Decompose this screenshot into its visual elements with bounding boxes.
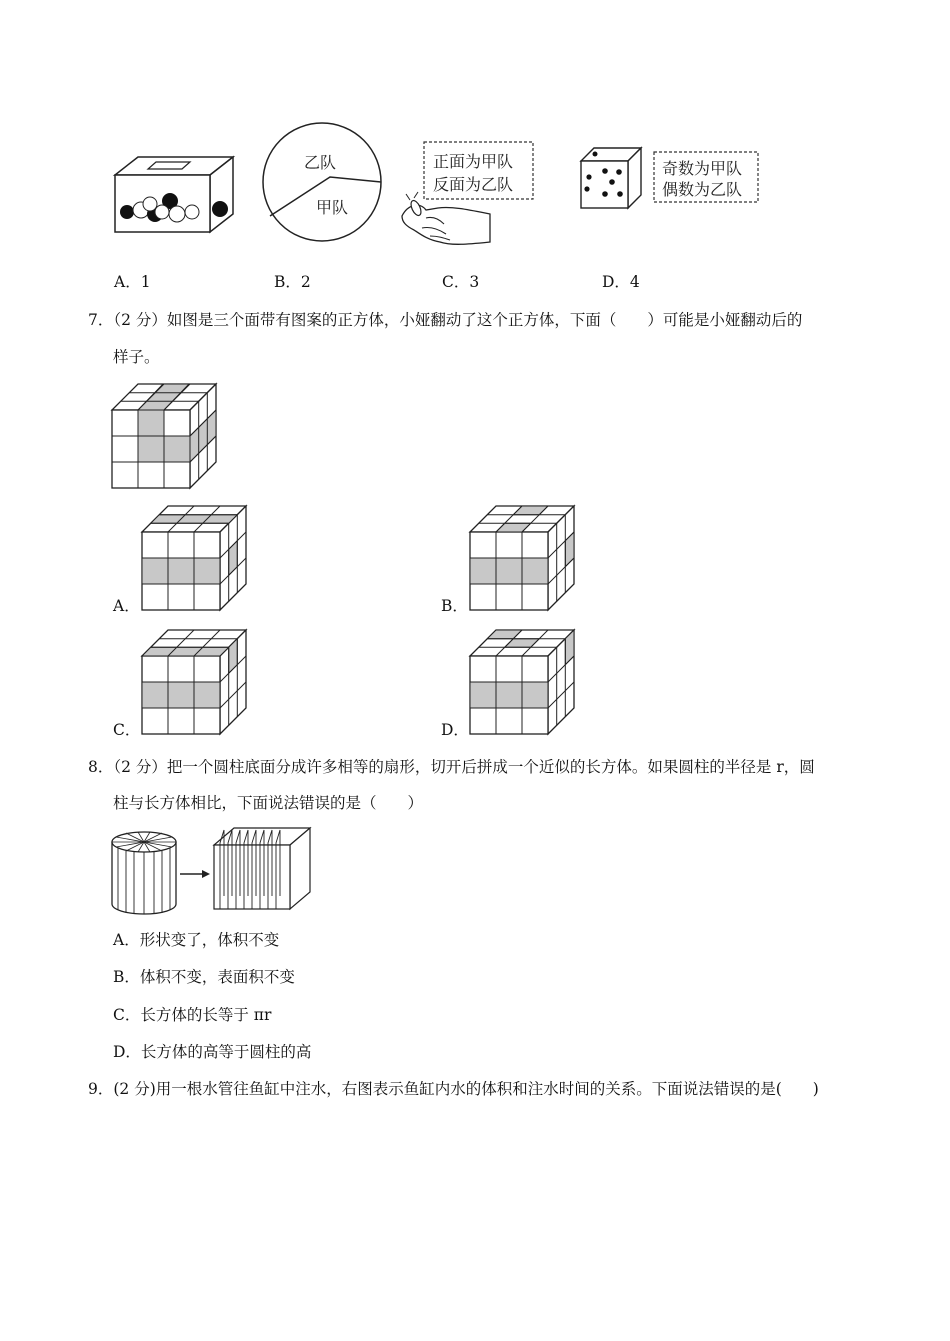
q8-option-a[interactable]: A．形状变了，体积不变 <box>113 931 280 949</box>
q6-option-d[interactable]: D．4 <box>602 273 640 291</box>
q9-question-line1: 9．(2 分)用一根水管往鱼缸中注水，右图表示鱼缸内水的体积和注水时间的关系。下面说法错误的是( ) <box>88 1080 819 1098</box>
q7-question-line2: 样子。 <box>113 348 160 366</box>
q8-cylinder-to-cuboid-figure <box>110 826 320 921</box>
dice-label-line2: 偶数为乙队 <box>662 180 743 199</box>
ball-box-figure <box>110 152 240 237</box>
q8-question-line2: 柱与长方体相比，下面说法错误的是（ ） <box>113 794 424 812</box>
q7-reference-cube <box>112 384 222 494</box>
q7-option-b-cube[interactable] <box>470 506 580 616</box>
q8-option-c[interactable]: C．长方体的长等于 πr <box>113 1006 272 1024</box>
q7-question-line1: 7．（2 分）如图是三个面带有图案的正方体，小娅翻动了这个正方体，下面（ ）可能是小娅翻动后的 <box>88 311 803 329</box>
dice-label-line1: 奇数为甲队 <box>662 159 743 178</box>
q7-option-d-cube[interactable] <box>470 630 580 740</box>
q7-option-c[interactable]: C． <box>113 721 141 739</box>
q8-question-line1: 8．（2 分）把一个圆柱底面分成许多相等的扇形，切开后拼成一个近似的长方体。如果圆柱的半径是 r，圆 <box>88 758 815 776</box>
dice-figure <box>578 143 768 213</box>
q6-option-b[interactable]: B．2 <box>274 273 311 291</box>
q6-option-a[interactable]: A．1 <box>114 273 151 291</box>
q7-option-c-cube[interactable] <box>142 630 252 740</box>
q7-option-b[interactable]: B． <box>441 597 468 615</box>
spinner-upper-label: 乙队 <box>304 153 337 172</box>
q7-option-d[interactable]: D． <box>441 721 469 739</box>
spinner-figure <box>260 120 385 245</box>
q7-option-a-cube[interactable] <box>142 506 252 616</box>
q8-option-b[interactable]: B．体积不变，表面积不变 <box>113 968 295 986</box>
spinner-lower-label: 甲队 <box>316 198 349 217</box>
coin-label-line1: 正面为甲队 <box>433 152 514 171</box>
coin-label-line2: 反面为乙队 <box>433 175 514 194</box>
q7-option-a[interactable]: A． <box>113 597 140 615</box>
q6-option-c[interactable]: C．3 <box>442 273 480 291</box>
q8-option-d[interactable]: D．长方体的高等于圆柱的高 <box>113 1043 312 1061</box>
coin-figure <box>400 138 525 253</box>
